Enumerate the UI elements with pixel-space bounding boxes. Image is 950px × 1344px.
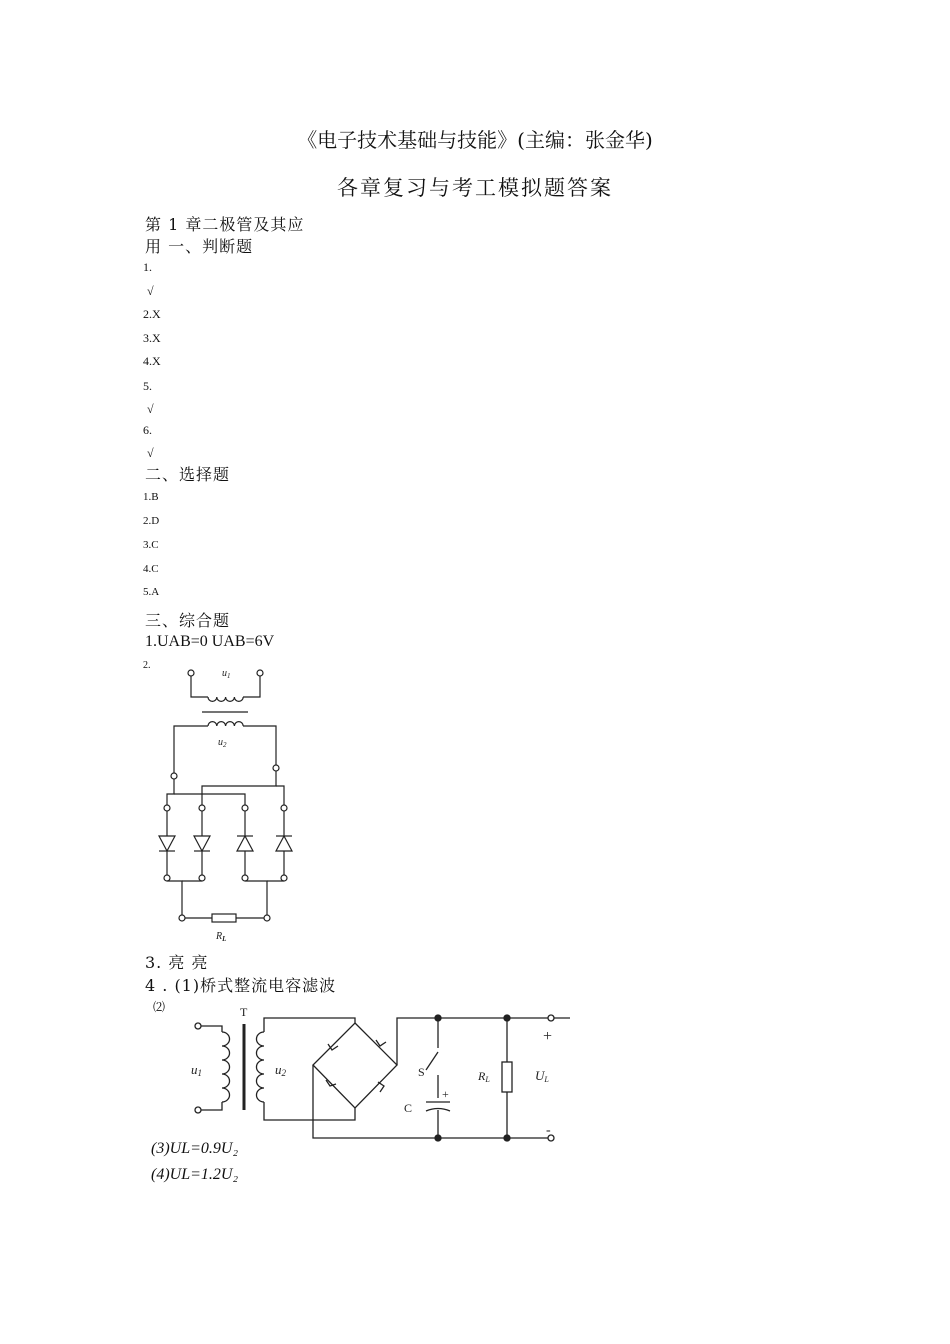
switch-blade — [426, 1052, 438, 1070]
answer-q3: 3. 亮 亮 — [145, 953, 209, 972]
bridge-rectifier-diagram — [150, 662, 300, 947]
u2-label: $u_2$ — [218, 737, 227, 749]
diode-1 — [159, 836, 175, 851]
capacitor-plus: + — [442, 1087, 449, 1101]
terminal — [171, 773, 177, 779]
judgement-answer: 2.X — [143, 307, 161, 321]
rl-label: $R_L$ — [216, 931, 227, 943]
capacitor-filter-circuit — [180, 1000, 570, 1145]
bridge-diode-marks — [326, 1040, 386, 1092]
document-title: 《电子技术基础与技能》(主编：张金华) — [297, 128, 653, 152]
choice-answer: 2.D — [143, 515, 160, 527]
primary-coil — [208, 697, 243, 701]
choice-answer: 5.A — [143, 586, 160, 598]
dc-bus-right — [245, 881, 267, 916]
judgement-answer: 4.X — [143, 354, 161, 368]
answer-q2-label: 2. — [143, 660, 151, 671]
input-lead-top — [201, 1026, 222, 1032]
secondary-coil — [208, 722, 243, 726]
choice-answer: 4.C — [143, 563, 159, 575]
choice-answer: 1.B — [143, 491, 159, 503]
u2-label: u2 — [275, 1062, 286, 1078]
input-lead-bottom — [201, 1102, 222, 1110]
judgement-answer: 3.X — [143, 331, 161, 345]
secondary-lead-left — [174, 726, 208, 774]
secondary-lead-right — [243, 726, 276, 766]
document-subtitle: 各章复习与考工模拟题答案 — [337, 176, 613, 200]
terminal — [188, 670, 194, 676]
judgement-answer: 6. — [143, 423, 152, 437]
u1-label: $u_1$ — [222, 668, 231, 680]
load-resistor — [502, 1062, 512, 1092]
primary-lead-right — [243, 676, 260, 697]
synthesis-heading: 三、综合题 — [145, 611, 231, 630]
primary-winding — [222, 1032, 230, 1102]
bridge-diamond — [313, 1023, 397, 1108]
plus-label: + — [543, 1028, 553, 1045]
answer-q4-4: (4)UL=1.2U₂ — [151, 1166, 239, 1183]
terminal — [273, 765, 279, 771]
judgement-answer: 5. — [143, 379, 152, 393]
terminal — [257, 670, 263, 676]
ac-bus-a — [167, 779, 174, 806]
t-label: T — [240, 1005, 248, 1019]
diode-3 — [237, 836, 253, 851]
judgement-answer: √ — [147, 402, 154, 416]
choice-answer: 3.C — [143, 539, 159, 551]
answer-q4-2-label: ⑵ — [153, 1000, 166, 1014]
ul-label: UL — [535, 1068, 549, 1084]
secondary-lead-top — [264, 1018, 355, 1032]
choice-heading: 二、选择题 — [145, 465, 231, 484]
judgement-answer: √ — [147, 446, 154, 460]
ac-bus-b — [202, 771, 276, 806]
diode-2 — [194, 836, 210, 851]
ac-bus-b2 — [276, 786, 284, 806]
secondary-winding — [256, 1032, 264, 1102]
s-label: S — [418, 1065, 425, 1079]
diode-4 — [276, 836, 292, 851]
c-label: C — [404, 1101, 413, 1115]
judgement-answer: 1. — [143, 260, 152, 274]
dc-bus-left — [167, 881, 182, 916]
answer-q4-1: 4 . (1)桥式整流电容滤波 — [145, 976, 337, 995]
load-resistor — [212, 914, 236, 922]
answer-q4-3: (3)UL=0.9U₂ — [151, 1140, 239, 1157]
rl-label: RL — [478, 1069, 490, 1084]
chapter-heading-line1: 第 1 章二极管及其应 — [145, 215, 305, 234]
secondary-lead-bottom — [264, 1102, 355, 1120]
ac-bus-a2 — [174, 794, 245, 806]
minus-label: - — [546, 1123, 551, 1138]
judgement-answer: √ — [147, 284, 154, 298]
primary-lead-left — [191, 676, 208, 697]
u1-label: u1 — [191, 1062, 202, 1078]
answer-q1: 1.UAB=0 UAB=6V — [145, 633, 275, 650]
chapter-heading-line2: 用 一、判断题 — [145, 237, 254, 256]
